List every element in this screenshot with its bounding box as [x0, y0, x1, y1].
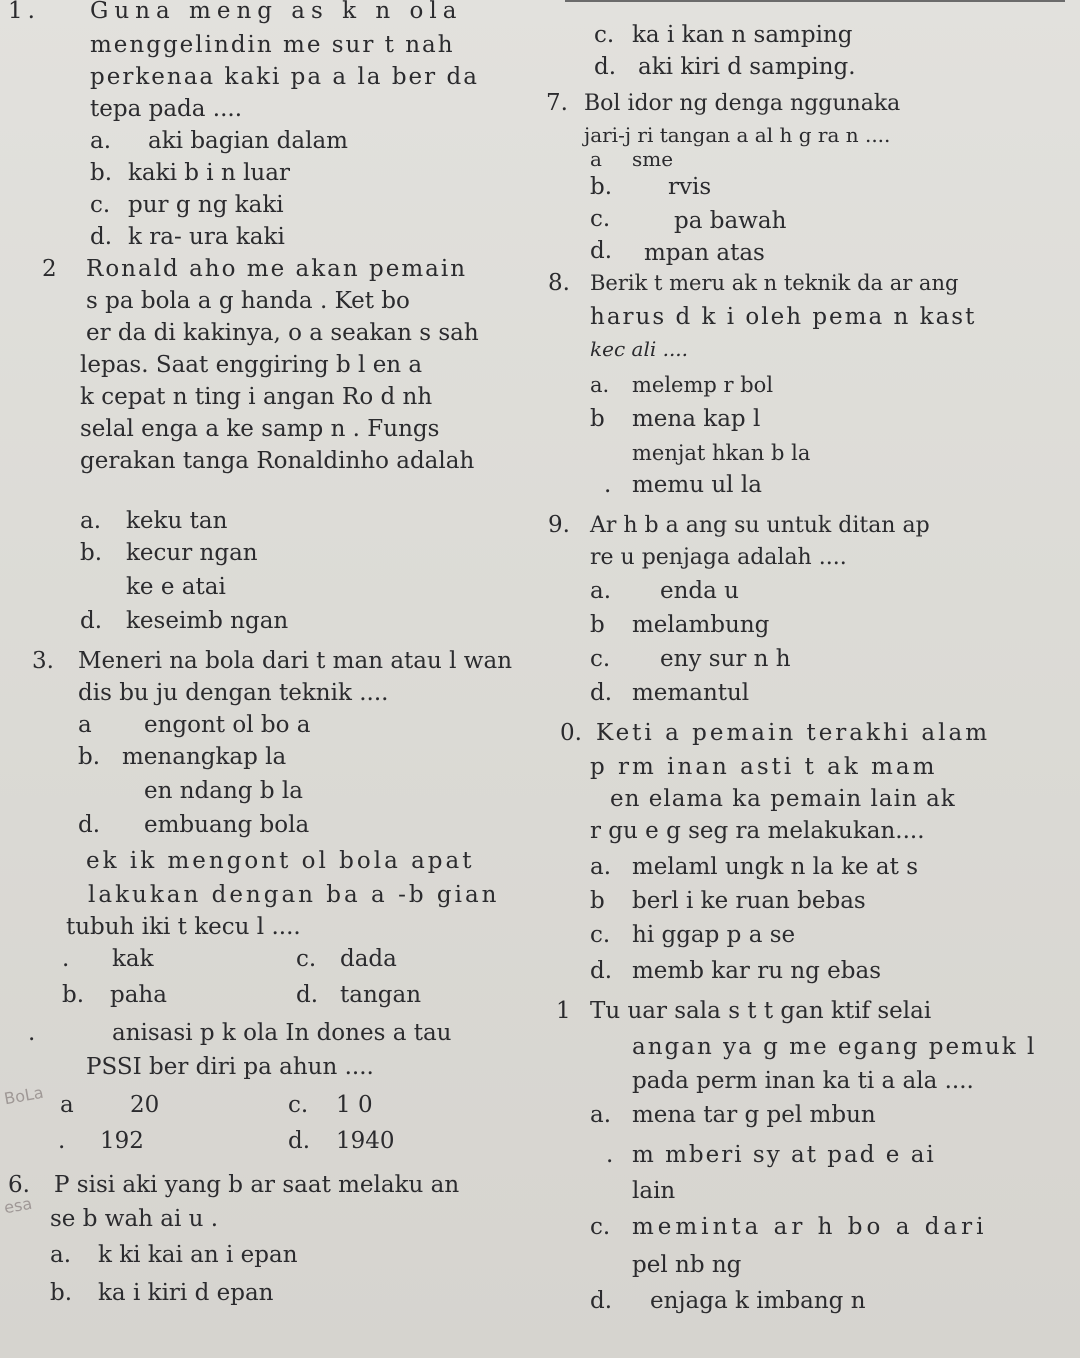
option-text: eny sur n h: [660, 646, 791, 672]
option-label: a: [590, 147, 602, 171]
question-line: dis bu ju dengan teknik ....: [78, 680, 389, 706]
question-number: 6.: [8, 1172, 30, 1198]
question-line: k cepat n ting i angan Ro d nh: [80, 384, 433, 410]
option-text: dada: [340, 946, 397, 972]
option-label: a.: [90, 128, 112, 154]
option-text: melaml ungk n la ke at s: [632, 854, 918, 880]
option-label: a.: [590, 373, 610, 397]
question-line: en elama ka pemain lain ak: [610, 786, 956, 812]
option-label: b.: [50, 1280, 73, 1306]
option-text: aki bagian dalam: [148, 128, 348, 154]
question-line: p rm inan asti t ak mam: [590, 754, 938, 780]
option-text: keseimb ngan: [126, 608, 289, 634]
question-line: PSSI ber diri pa ahun ....: [86, 1054, 374, 1080]
option-label: .: [604, 472, 612, 498]
question-number: 3.: [32, 648, 54, 674]
option-text: melambung: [632, 612, 770, 638]
option-text: embuang bola: [144, 812, 310, 838]
option-label: a.: [80, 508, 102, 534]
question-number: 7.: [546, 90, 568, 116]
question-line: lakukan dengan ba a -b gian: [88, 882, 500, 908]
option-label: b.: [90, 160, 113, 186]
question-number: 9.: [548, 512, 570, 538]
question-line: ek ik mengont ol bola apat: [86, 848, 475, 874]
question-line: perkenaa kaki pa a la ber da: [90, 64, 479, 90]
question-line: gerakan tanga Ronaldinho adalah: [80, 448, 475, 474]
option-label: a.: [590, 578, 612, 604]
option-label: d.: [78, 812, 101, 838]
option-text: berl i ke ruan bebas: [632, 888, 866, 914]
question-number: 1.: [8, 0, 40, 24]
option-text: k ra- ura kaki: [128, 224, 285, 250]
option-label: b: [590, 406, 605, 432]
option-text: memantul: [632, 680, 750, 706]
option-label: c.: [590, 922, 611, 948]
option-label: d.: [590, 238, 613, 264]
option-label: b.: [78, 744, 101, 770]
option-text: kak: [112, 946, 154, 972]
question-number: .: [28, 1020, 36, 1046]
option-label: d.: [296, 982, 319, 1008]
option-label: c.: [594, 22, 615, 48]
option-text: paha: [110, 982, 167, 1008]
option-text: keku tan: [126, 508, 228, 534]
question-line: er da di kakinya, o a seakan s sah: [86, 320, 479, 346]
option-text: sme: [632, 147, 674, 171]
question-line: Ar h b a ang su untuk ditan ap: [590, 513, 930, 538]
option-label: .: [62, 946, 70, 972]
question-line: menggelindin me sur t nah: [90, 32, 455, 58]
question-line: Meneri na bola dari t man atau l wan: [78, 648, 513, 674]
option-text: memb kar ru ng ebas: [632, 958, 882, 984]
option-text: menangkap la: [122, 744, 287, 770]
option-label: c.: [590, 646, 611, 672]
option-label: c.: [296, 946, 317, 972]
option-label: b: [590, 888, 605, 914]
question-line: angan ya g me egang pemuk l: [632, 1034, 1037, 1060]
option-text: ke e atai: [126, 574, 226, 600]
option-text: mena kap l: [632, 406, 761, 432]
option-label: a.: [590, 854, 612, 880]
margin-handwriting: BoLa: [2, 1082, 45, 1109]
question-line: kec ali ....: [590, 337, 689, 361]
top-rule: [565, 0, 1065, 2]
question-line: tepa pada ....: [90, 96, 243, 122]
question-line: Ronald aho me akan pemain: [86, 256, 468, 282]
option-label: a.: [590, 1102, 612, 1128]
option-label: b.: [590, 174, 613, 200]
question-line: r gu e g seg ra melakukan....: [590, 818, 925, 844]
option-text: enda u: [660, 578, 739, 604]
option-text: en ndang b la: [144, 778, 303, 804]
option-text: melemp r bol: [632, 373, 774, 397]
question-line: se b wah ai u .: [50, 1206, 219, 1232]
option-label: d.: [594, 54, 617, 80]
option-label: c.: [90, 192, 111, 218]
margin-handwriting: esa: [2, 1193, 34, 1218]
question-line: Berik t meru ak n teknik da ar ang: [590, 271, 959, 295]
option-text: ka i kiri d epan: [98, 1280, 274, 1306]
option-label: a: [78, 712, 92, 738]
option-text: m mberi sy at pad e ai: [632, 1142, 936, 1168]
question-number: 1: [556, 998, 571, 1024]
question-line: Guna meng as k n ola: [90, 0, 463, 24]
question-line: Keti a pemain terakhi alam: [596, 720, 991, 746]
option-text: 1940: [336, 1128, 395, 1154]
option-text: enjaga k imbang n: [650, 1288, 866, 1314]
option-text: 192: [100, 1128, 144, 1154]
question-line: Tu uar sala s t t gan ktif selai: [590, 998, 932, 1024]
option-label: c.: [590, 206, 611, 232]
option-text: mena tar g pel mbun: [632, 1102, 876, 1128]
option-label: d.: [80, 608, 103, 634]
option-text: kecur ngan: [126, 540, 258, 566]
question-number: 2: [42, 256, 57, 282]
option-label: b: [590, 612, 605, 638]
option-label: .: [606, 1142, 614, 1168]
option-text: kaki b i n luar: [128, 160, 290, 186]
question-line: s pa bola a g handa . Ket bo: [86, 288, 410, 314]
question-line: anisasi p k ola In dones a tau: [112, 1020, 452, 1046]
option-text: pel nb ng: [632, 1252, 742, 1278]
option-text: rvis: [668, 174, 712, 200]
question-number: 0.: [560, 720, 582, 746]
option-text: mpan atas: [644, 240, 765, 266]
option-text: engont ol bo a: [144, 712, 311, 738]
option-label: d.: [590, 680, 613, 706]
option-label: b.: [62, 982, 85, 1008]
option-label: d.: [590, 1288, 613, 1314]
option-text: pur g ng kaki: [128, 192, 284, 218]
question-line: re u penjaga adalah ....: [590, 545, 847, 570]
question-number: 8.: [548, 270, 570, 296]
option-text: pa bawah: [674, 208, 787, 234]
question-line: tubuh iki t kecu l ....: [66, 914, 301, 940]
question-line: lepas. Saat enggiring b l en a: [80, 352, 423, 378]
option-label: c.: [288, 1092, 309, 1118]
option-text: ka i kan n samping: [632, 22, 853, 48]
question-line: selal enga a ke samp n . Fungs: [80, 416, 440, 442]
option-label: .: [58, 1128, 66, 1154]
question-line: Bol idor ng denga nggunaka: [584, 91, 901, 116]
option-label: d.: [590, 958, 613, 984]
question-line: P sisi aki yang b ar saat melaku an: [54, 1172, 460, 1198]
question-line: jari-j ri tangan a al h g ra n ....: [584, 123, 891, 147]
option-label: d.: [288, 1128, 311, 1154]
option-label: b.: [80, 540, 103, 566]
question-line: pada perm inan ka ti a ala ....: [632, 1068, 974, 1094]
option-text: aki kiri d samping.: [638, 54, 856, 80]
option-text: tangan: [340, 982, 422, 1008]
question-line: harus d k i oleh pema n kast: [590, 304, 977, 330]
option-text: memu ul la: [632, 472, 762, 498]
option-text: 20: [130, 1092, 160, 1118]
option-label: a: [60, 1092, 74, 1118]
option-text: lain: [632, 1178, 676, 1204]
option-label: d.: [90, 224, 113, 250]
option-label: c.: [590, 1214, 611, 1240]
option-text: k ki kai an i epan: [98, 1242, 298, 1268]
option-text: meminta ar h bo a dari: [632, 1214, 988, 1240]
option-text: hi ggap p a se: [632, 922, 796, 948]
option-text: 1 0: [336, 1092, 373, 1118]
option-label: a.: [50, 1242, 72, 1268]
option-text: menjat hkan b la: [632, 441, 811, 465]
